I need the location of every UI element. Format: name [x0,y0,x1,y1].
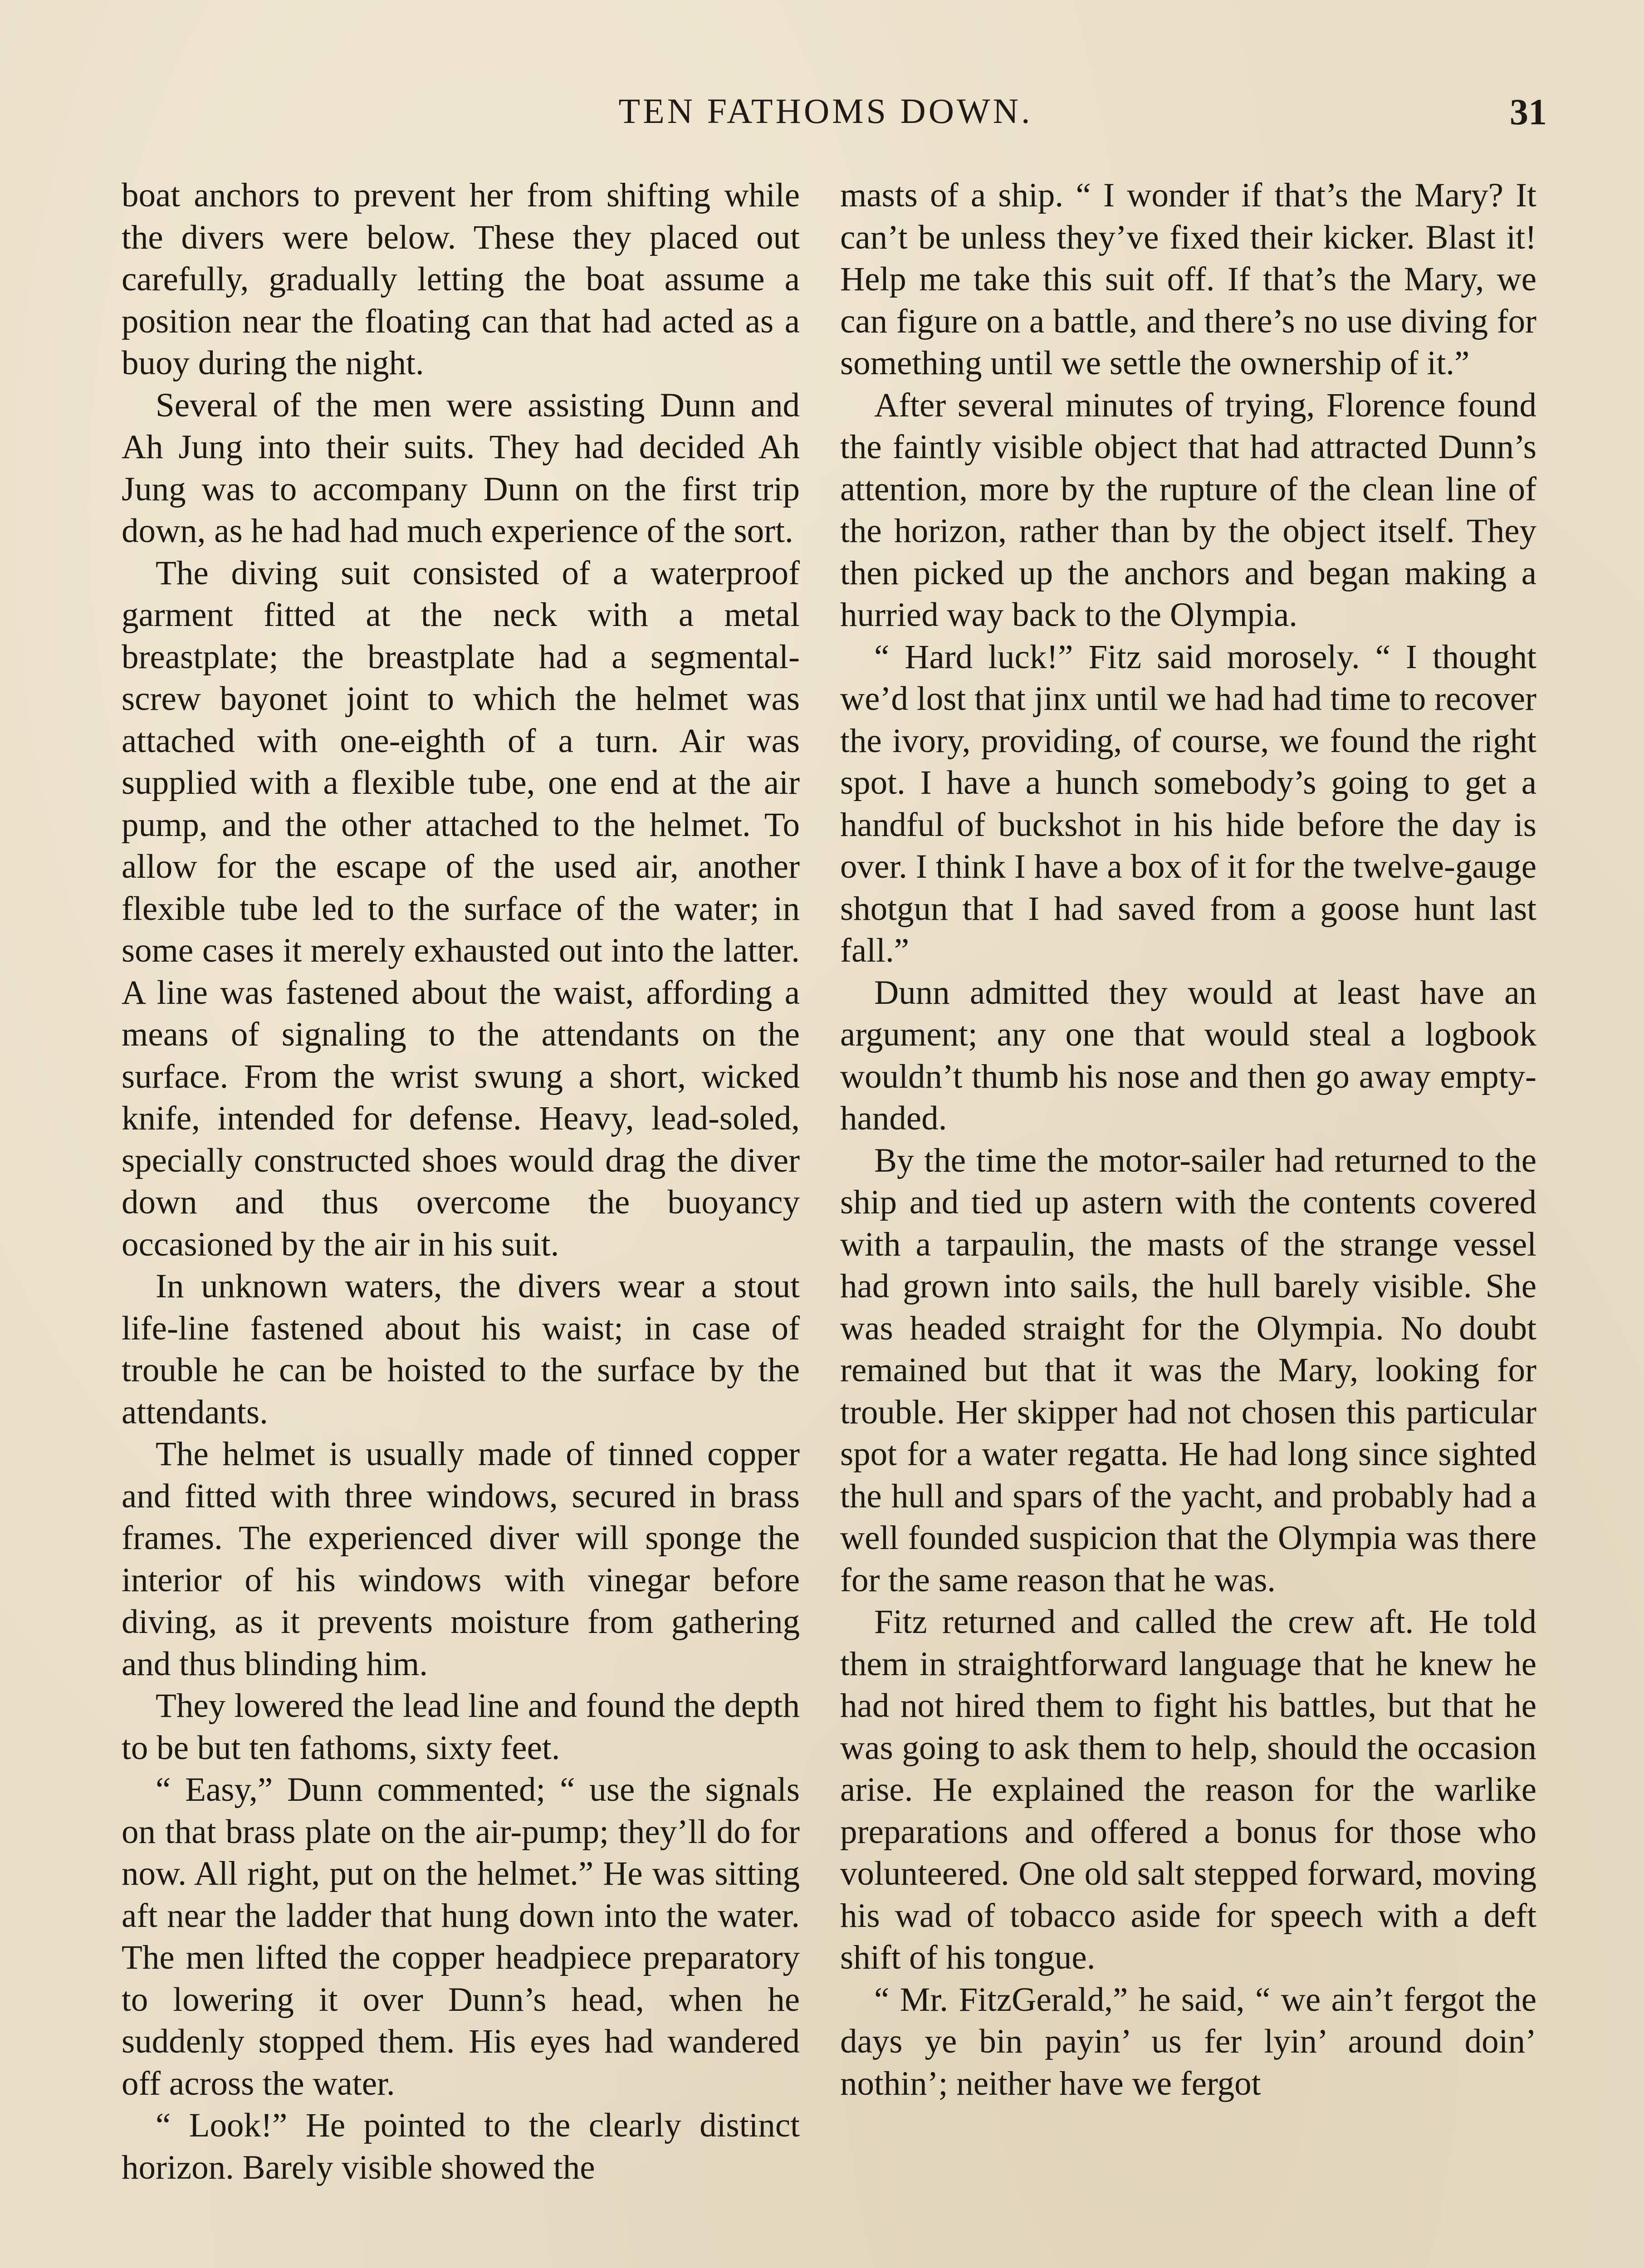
paragraph: “ Easy,” Dunn commented; “ use the signals on that brass plate on the air-pump; they’ll do for now. All right, put on the helmet.” He was sitting aft near the ladder that hung down into the water. The men lifted the copper headpiece preparatory to lowering it over Dunn’s head, when he suddenly stopped them. His eyes had wandered off across the water. [122,1771,800,2102]
paragraph: “ Look!” He pointed to the clearly distinct horizon. Barely visible showed the [122,2107,800,2186]
paragraph: The helmet is usually made of tinned copper and fitted with three windows, secured in brass frames. The experienced diver will sponge the interior of his windows with vinegar before diving, as it prevents moisture from gathering and thus blinding him. [122,1435,800,1683]
left-column [122,175,800,2189]
paragraph: Dunn admitted they would at least have an argument; any one that would steal a logbook wouldn’t thumb his nose and then go away empty-handed. [840,973,1536,1137]
paragraph: By the time the motor-sailer had returned to the ship and tied up astern with the contents covered with a tarpaulin, the masts of the strange vessel had grown into sails, the hull barely visible. She was headed straight for the Olympia. No doubt remained but that it was the Mary, looking for trouble. Her skipper had not chosen this particular spot for a water regatta. He had long since sighted the hull and spars of the yacht, and probably had a well founded suspicion that the Olympia was there for the same reason that he was. [840,1141,1536,1599]
paragraph: Several of the men were assisting Dunn and Ah Jung into their suits. They had decided Ah Jung was to accompany Dunn on the first trip down, as he had had much experience of the sort. [122,386,800,550]
paragraph: “ Hard luck!” Fitz said morosely. “ I thought we’d lost that jinx until we had had time to recover the ivory, providing, of course, we found the right spot. I have a hunch somebody’s going to get a handful of buckshot in his hide before the day is over. I think I have a box of it for the twelve-gauge shotgun that I had saved from a goose hunt last fall.” [840,638,1536,969]
paragraph: boat anchors to prevent her from shifting while the divers were below. These they placed out carefully, gradually letting the boat assume a position near the floating can that had acted as a buoy during the night. [122,176,800,382]
paragraph: After several minutes of trying, Florence found the faintly visible object that had attracted Dunn’s attention, more by the rupture of the clean line of the horizon, rather than by the object itself. They then picked up the anchors and began making a hurried way back to the Olympia. [840,386,1536,634]
paragraph: The diving suit consisted of a waterproof garment fitted at the neck with a metal breastplate; the breastplate had a segmental-screw bayonet joint to which the helmet was attached with one-eighth of a turn. Air was supplied with a flexible tube, one end at the air pump, and the other attached to the helmet. To allow for the escape of the used air, another flexible tube led to the surface of the water; in some cases it merely exhausted out into the latter. A line was fastened about the waist, affording a means of signaling to the attendants on the surface. From the wrist swung a short, wicked knife, intended for defense. Heavy, lead-soled, specially constructed shoes would drag the diver down and thus overcome the buoyancy occasioned by the air in his suit. [122,554,800,1263]
paragraph: “ Mr. FitzGerald,” he said, “ we ain’t fergot the days ye bin payin’ us fer lyin’ around doin’ nothin’; neither have we fergot [840,1980,1536,2102]
right-column [840,175,1536,2105]
paragraph: They lowered the lead line and found the depth to be but ten fathoms, sixty feet. [122,1687,800,1767]
running-title: TEN FATHOMS DOWN. [618,91,1033,131]
running-head [104,91,1547,150]
paragraph: masts of a ship. “ I wonder if that’s the Mary? It can’t be unless they’ve fixed their kicker. Blast it! Help me take this suit off. If that’s the Mary, we can figure on a battle, and there’s no use diving for something until we settle the ownership of it.” [840,176,1536,382]
paragraph: Fitz returned and called the crew aft. He told them in straightforward language that he knew he had not hired them to fight his battles, but that he was going to ask them to help, should the occasion arise. He explained the reason for the warlike preparations and offered a bonus for those who volunteered. One old salt stepped forward, moving his wad of tobacco aside for speech with a deft shift of his tongue. [840,1603,1536,1976]
page-number: 31 [1510,91,1547,132]
paragraph: In unknown waters, the divers wear a stout life-line fastened about his waist; in case of trouble he can be hoisted to the surface by the attendants. [122,1267,800,1431]
